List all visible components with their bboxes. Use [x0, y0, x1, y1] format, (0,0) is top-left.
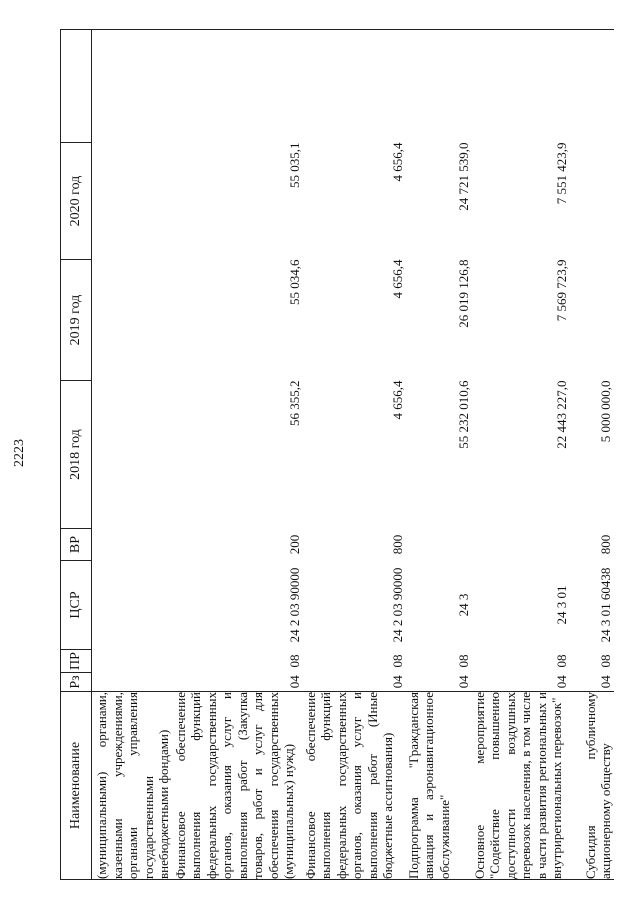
row-vr — [472, 529, 570, 561]
row-name: (муниципальными) органами, казенными учреждениями, органами управления государственными внебюджетными фондами) — [92, 692, 173, 880]
header-pr: ПР — [61, 650, 92, 673]
budget-table-sheet — [60, 30, 630, 880]
row-vr: 800 — [597, 534, 613, 555]
row-2018: 5 000 000,0 — [597, 380, 613, 443]
row-vr: 800 — [389, 534, 405, 555]
row-rz: 04 — [286, 675, 302, 689]
row-2018: 22 443 227,0 — [553, 380, 569, 449]
row-2020 — [570, 143, 614, 260]
budget-table — [60, 29, 614, 880]
row-csr: 24 2 03 90000 — [286, 567, 302, 643]
row-2019: 7 569 723,9 — [553, 259, 569, 322]
table-row — [303, 30, 406, 880]
row-name: Подпрограмма "Гражданская авиация и аэронавигационное обслуживание" — [406, 692, 472, 880]
row-rz: 04 — [389, 675, 405, 689]
header-rz: Рз — [61, 673, 92, 692]
row-rz: 04 — [455, 675, 471, 689]
table-row — [92, 30, 173, 880]
header-csr: ЦСР — [61, 561, 92, 650]
header-2018: 2018 год — [61, 381, 92, 529]
row-2018: 4 656,4 — [389, 380, 405, 420]
row-2018: 55 232 010,6 — [455, 380, 471, 449]
table-row — [570, 30, 614, 880]
row-2019: 26 019 126,8 — [455, 259, 471, 328]
row-csr — [92, 561, 173, 650]
row-pr: 08 — [389, 654, 405, 668]
row-2018: 56 355,2 — [286, 380, 302, 426]
row-2020: 24 721 539,0 — [455, 142, 471, 211]
row-2019 — [570, 260, 614, 381]
row-csr: 24 3 01 — [553, 585, 569, 625]
row-name: Основное мероприятие "Содействие повышению доступности воздушных перевозок населения, в том числе в части развития региональных и внутрирегиональных перевозок" — [472, 692, 570, 880]
row-name: Финансовое обеспечение выполнения функций федеральных государственных органов, оказания услуг и выполнения работ (Иные бюджетные ассигнования) — [303, 692, 406, 880]
row-csr: 24 2 03 90000 — [389, 567, 405, 643]
header-name: Наименование — [61, 692, 92, 880]
row-vr — [92, 529, 173, 561]
row-2020: 7 551 423,9 — [553, 142, 569, 205]
row-pr — [92, 650, 173, 673]
row-rz: 04 — [597, 675, 613, 689]
row-pr: 08 — [455, 654, 471, 668]
table-row — [173, 30, 303, 880]
row-2019: 55 034,6 — [286, 259, 302, 305]
row-2018 — [92, 381, 173, 529]
row-csr: 24 3 — [455, 593, 471, 617]
page-number: 2223 — [12, 439, 27, 467]
header-blank — [61, 30, 92, 143]
row-vr — [406, 529, 472, 561]
row-name: Финансовое обеспечение выполнения функций федеральных государственных органов, оказания услуг и выполнения работ (Закупка товаров, работ и услуг для обеспечения государственных (муниципальных) нужд) — [173, 692, 303, 880]
row-rz — [92, 673, 173, 692]
table-header-row — [61, 30, 92, 880]
row-vr: 200 — [286, 534, 302, 555]
row-pr: 08 — [286, 654, 302, 668]
row-2019 — [92, 260, 173, 381]
table-row — [472, 30, 570, 880]
row-name: Субсидия публичному акционерному обществу — [570, 692, 614, 880]
row-2020 — [92, 143, 173, 260]
header-2020: 2020 год — [61, 143, 92, 260]
row-2020: 4 656,4 — [389, 142, 405, 182]
header-vr: ВР — [61, 529, 92, 561]
header-2019: 2019 год — [61, 260, 92, 381]
row-2019: 4 656,4 — [389, 259, 405, 299]
table-row — [406, 30, 472, 880]
row-pr: 08 — [597, 654, 613, 668]
row-rz: 04 — [553, 675, 569, 689]
row-pr: 08 — [553, 654, 569, 668]
row-csr: 24 3 01 60438 — [597, 567, 613, 643]
row-2020: 55 035,1 — [286, 142, 302, 188]
